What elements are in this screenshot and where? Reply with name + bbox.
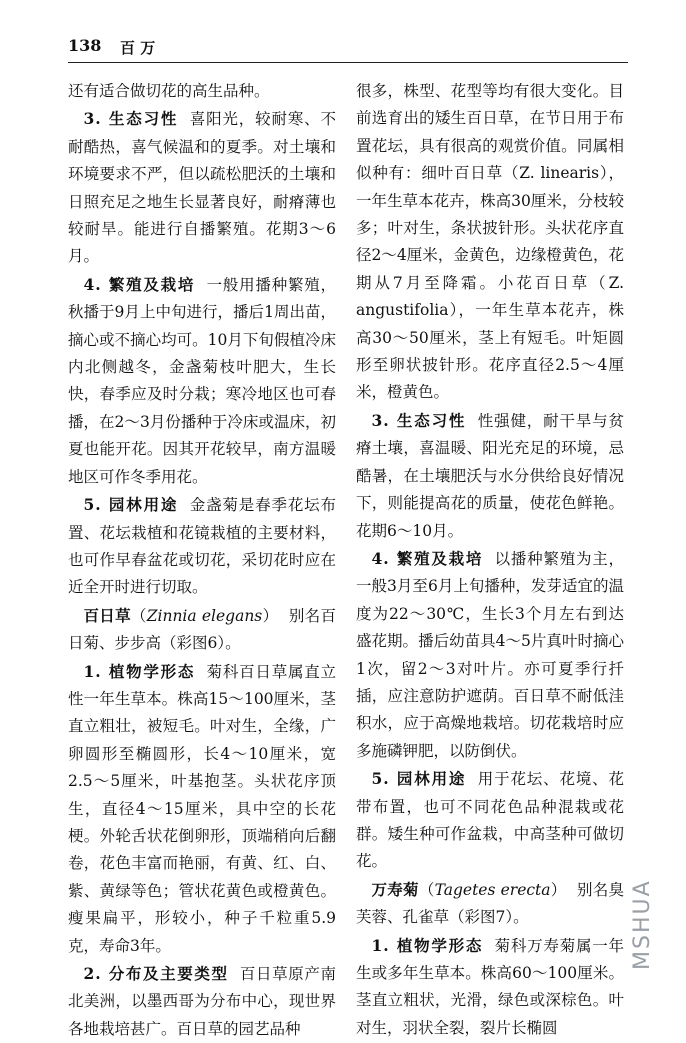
paragraph-propagation: 4. 繁殖及栽培 以播种繁殖为主，一般3月至6月上旬播种，发芽适宜的温度为22～30℃，生长3个月左右到达盛花期。播后幼苗具4～5片真叶时摘心1次，留2～3对叶片。亦可夏季行扦插，应注意防护遮荫。百日草不耐低洼积水，应于高燥地栽培。切花栽培时应多施磷钾肥，以防倒伏。 (356, 548, 624, 760)
watermark-text: MSHUA (630, 879, 655, 970)
plant-entry-zinnia: 百日草（Zinnia elegans） 别名百日菊、步步高（彩图6）。 (68, 605, 336, 653)
paragraph-ecology: 3. 生态习性 性强健，耐干旱与贫瘠土壤，喜温暖、阳光充足的环境，忌酷暑，在土壤肥沃与水分供给良好情况下，则能提高花的质量，使花色鲜艳。花期6～10月。 (356, 410, 624, 540)
latin-name: Zinnia elegans (146, 606, 263, 625)
paragraph-distribution: 2. 分布及主要类型 百日草原产南北美洲，以墨西哥为分布中心，现世界各地栽培甚广。百日草的园艺品种 (68, 964, 336, 1038)
page-header (68, 36, 628, 62)
paragraph-continuation: 很多，株型、花型等均有很大变化。目前选育出的矮生百日草，在节日用于布置花坛，具有很高的观赏价值。同属相似种有：细叶百日草（Z. linearis），一年生草本花卉，株高30厘米，分枝较多；叶对生，条状披针形。头状花序直径2～4厘米，金黄色，边缘橙黄色，花期从7月至降霜。小花百日草（Z. angustifolia），一年生草本花卉，株高30～50厘米，茎上有短毛。叶矩圆形至卵状披针形。花序直径2.5～4厘米，橙黄色。 (356, 82, 624, 402)
subheading: 5. 园林用途 (83, 495, 179, 515)
paragraph-ecology: 3. 生态习性 喜阳光，较耐寒、不耐酷热，喜气候温和的夏季。对土壤和环境要求不严，但以疏松肥沃的土壤和日照充足之地生长显著良好，耐瘠薄也较耐旱。能进行自播繁殖。花期3～6月。 (68, 109, 336, 266)
plant-entry-marigold: 万寿菊（Tagetes erecta） 别名臭芙蓉、孔雀草（彩图7）。 (356, 879, 624, 927)
left-column (68, 78, 336, 1043)
plant-name: 百日草 (83, 605, 131, 625)
watermark (620, 870, 680, 995)
subheading: 2. 分布及主要类型 (83, 964, 229, 983)
paragraph-garden-use: 5. 园林用途 金盏菊是春季花坛布置、花坛栽植和花镜栽植的主要材料，也可作早春盆花或切花，采切花时应在近全开时进行切取。 (68, 495, 336, 597)
subheading: 1. 植物学形态 (371, 935, 484, 955)
running-title: 百 万 (120, 39, 156, 57)
subheading: 3. 生态习性 (371, 410, 467, 430)
paragraph-morphology: 1. 植物学形态 菊科百日草属直立性一年生草本。株高15～100厘米，茎直立粗壮，被短毛。叶对生，全缘，广卵圆形至椭圆形，长4～10厘米，宽2.5～5厘米，叶基抱茎。头状花序顶生，直径4～15厘米，具中空的长花梗。外轮舌状花倒卵形，顶端稍向后翻卷，花色丰富而艳丽，有黄、红、白、紫、黄绿等色；管状花黄色或橙黄色。瘦果扁平，形较小，种子千粒重5.9克，寿命3年。 (68, 661, 336, 955)
page-number: 138 (68, 36, 102, 55)
paragraph-propagation: 4. 繁殖及栽培 一般用播种繁殖，秋播于9月上中旬进行，播后1周出苗，摘心或不摘心均可。10月下旬假植冷床内北侧越冬，金盏菊枝叶肥大，生长快，春季应及时分栽；寒冷地区也可春播，在2～3月份播种于冷床或温床，初夏也能开花。因其开花较早，南方温暖地区可作冬季用花。 (68, 274, 336, 486)
subheading: 4. 繁殖及栽培 (371, 548, 484, 568)
right-column (356, 78, 624, 1042)
paragraph-garden-use: 5. 园林用途 用于花坛、花境、花带布置，也可不同花色品种混栽或花群。矮生种可作盆栽，中高茎种可做切花。 (356, 769, 624, 871)
latin-name: Tagetes erecta (434, 880, 551, 899)
subheading: 3. 生态习性 (83, 109, 179, 129)
subheading: 1. 植物学形态 (83, 661, 196, 681)
subheading: 4. 繁殖及栽培 (83, 274, 196, 294)
subheading: 5. 园林用途 (371, 769, 467, 789)
paragraph-morphology: 1. 植物学形态 菊科万寿菊属一年生或多年生草本。株高60～100厘米。茎直立粗状，光滑，绿色或深棕色。叶对生，羽状全裂，裂片长椭圆 (356, 935, 624, 1037)
paragraph-continuation: 还有适合做切花的高生品种。 (68, 82, 270, 100)
header-rule (68, 62, 628, 63)
plant-name: 万寿菊 (371, 879, 419, 899)
